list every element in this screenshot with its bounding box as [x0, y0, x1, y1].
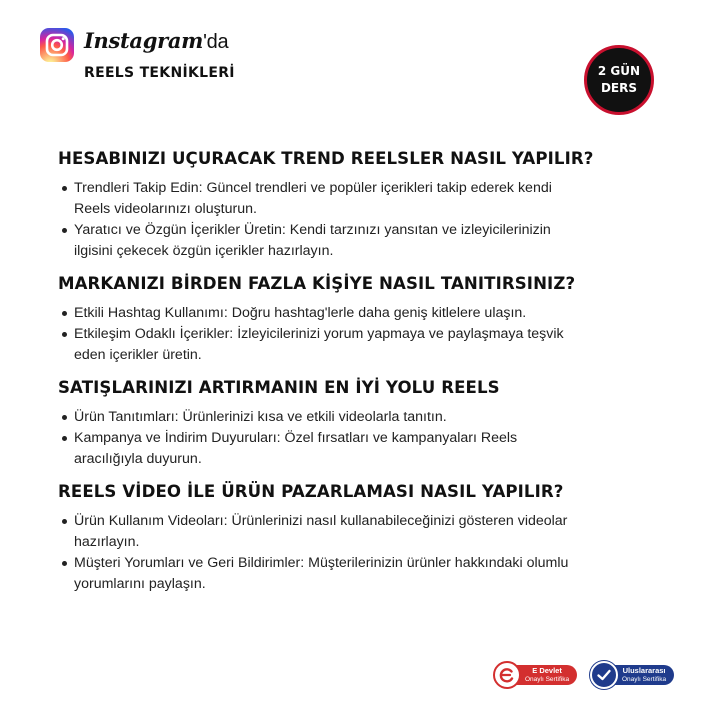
section-title: HESABINIZI UÇURACAK TREND REELSLER NASIL YAPILIR?	[58, 149, 594, 168]
edevlet-logo-icon	[493, 661, 521, 689]
badge-line-2: DERS	[600, 81, 638, 95]
checkmark-icon	[590, 661, 618, 689]
list-item: Trendleri Takip Edin: Güncel trendleri ve popüler içerikleri takip ederek kendi Reels videolarınızı oluşturun.	[74, 178, 574, 220]
badge-line-1: 2 GÜN	[597, 64, 641, 78]
bullet-list	[58, 303, 658, 366]
section-trend-reels	[58, 148, 658, 262]
header	[40, 28, 680, 108]
bullet-list	[58, 407, 658, 470]
brand-title	[84, 28, 228, 54]
list-item: Etkili Hashtag Kullanımı: Doğru hashtag'lerle daha geniş kitlelere ulaşın.	[74, 303, 574, 324]
main-content	[58, 148, 658, 595]
list-item: Kampanya ve İndirim Duyuruları: Özel fırsatları ve kampanyaları Reels aracılığıyla duyurun.	[74, 428, 574, 470]
section-brand-promotion	[58, 273, 658, 366]
instagram-logo-icon	[40, 28, 74, 62]
certificate-title: Uluslararası	[622, 666, 666, 675]
list-item: Ürün Kullanım Videoları: Ürünlerinizi nasıl kullanabileceğinizi gösteren videolar hazırlayın.	[74, 511, 574, 553]
bullet-list	[58, 178, 658, 262]
section-title: SATIŞLARINIZI ARTIRMANIN EN İYİ YOLU REELS	[58, 378, 500, 397]
certificate-title: E Devlet	[532, 666, 562, 675]
section-product-marketing	[58, 481, 658, 595]
duration-badge	[584, 45, 654, 115]
certificate-subtitle: Onaylı Sertifika	[622, 676, 667, 683]
edevlet-certificate-badge	[493, 661, 577, 689]
list-item: Etkileşim Odaklı İçerikler: İzleyicilerinizi yorum yapmaya ve paylaşmaya teşvik eden içerikler üretin.	[74, 324, 574, 366]
section-sales	[58, 377, 658, 470]
section-title: REELS VİDEO İLE ÜRÜN PAZARLAMASI NASIL YAPILIR?	[58, 482, 564, 501]
list-item: Yaratıcı ve Özgün İçerikler Üretin: Kendi tarzınızı yansıtan ve izleyicilerinizin ilgisini çekecek özgün içerikler hazırlayın.	[74, 220, 574, 262]
list-item: Müşteri Yorumları ve Geri Bildirimler: Müşterilerinizin ürünler hakkındaki olumlu yorumlarını paylaşın.	[74, 553, 574, 595]
certificate-subtitle: Onaylı Sertifika	[525, 676, 570, 683]
bullet-list	[58, 511, 658, 595]
page-subtitle: REELS TEKNİKLERİ	[84, 65, 235, 81]
international-certificate-badge	[590, 661, 674, 689]
brand-name: Instagram	[84, 28, 204, 53]
list-item: Ürün Tanıtımları: Ürünlerinizi kısa ve etkili videolarla tanıtın.	[74, 407, 574, 428]
section-title: MARKANIZI BİRDEN FAZLA KİŞİYE NASIL TANITIRSINIZ?	[58, 274, 576, 293]
brand-suffix: 'da	[203, 31, 229, 53]
